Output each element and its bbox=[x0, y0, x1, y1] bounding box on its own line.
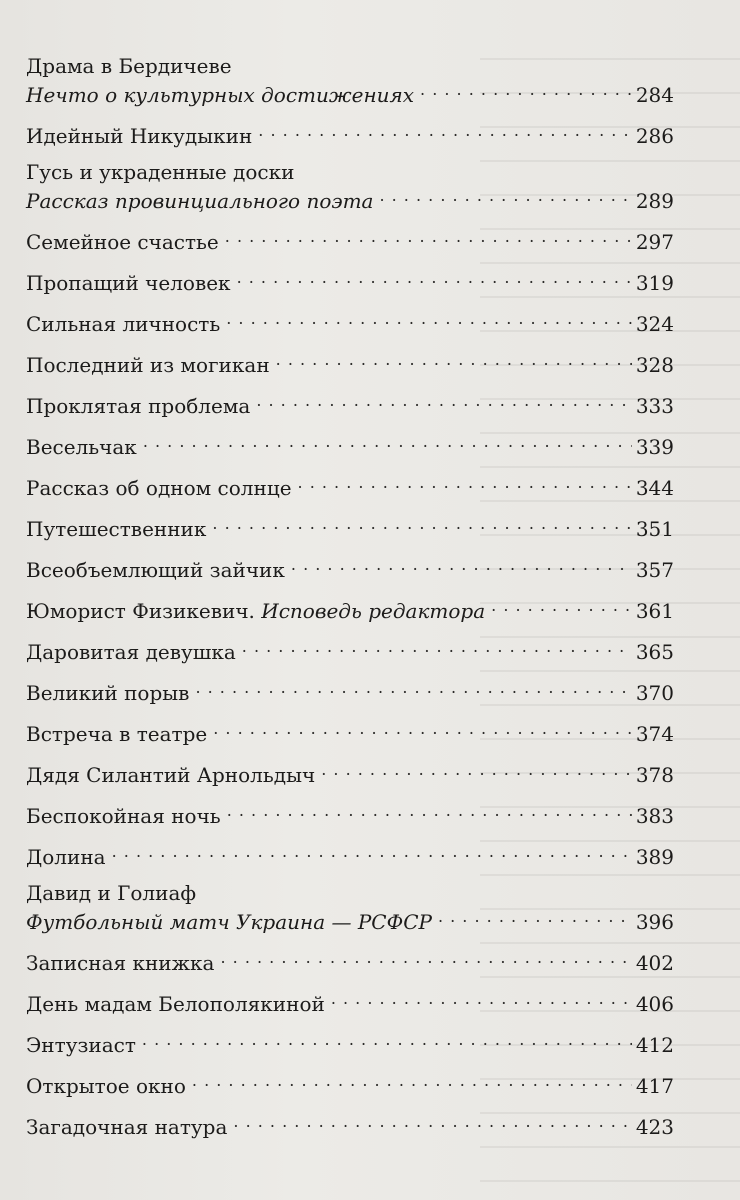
toc-entry-page: 324 bbox=[635, 312, 674, 336]
toc-entry-row bbox=[26, 512, 674, 541]
toc-entry-title: Путешественник bbox=[26, 517, 207, 541]
leader-dots bbox=[227, 799, 632, 823]
toc-entry bbox=[26, 471, 674, 500]
toc-entry-title: Беспокойная ночь bbox=[26, 804, 221, 828]
toc-entry-subtitle: Нечто о культурных достижениях bbox=[26, 83, 415, 107]
leader-dots bbox=[142, 1028, 632, 1052]
leader-dots bbox=[237, 266, 632, 290]
toc-entry-title-group bbox=[26, 599, 485, 623]
leader-dots bbox=[258, 119, 632, 143]
toc-entry bbox=[26, 225, 674, 254]
toc-entry-title: День мадам Белополякиной bbox=[26, 992, 325, 1016]
toc-entry bbox=[26, 1069, 674, 1098]
toc-entry-title: Рассказ об одном солнце bbox=[26, 476, 292, 500]
toc-entry bbox=[26, 1028, 674, 1057]
toc-entry-page: 284 bbox=[635, 83, 674, 107]
toc-entry-title: Даровитая девушка bbox=[26, 640, 236, 664]
toc-entry bbox=[26, 307, 674, 336]
toc-entry-title: Долина bbox=[26, 845, 106, 869]
toc-entry-page: 328 bbox=[635, 353, 674, 377]
toc-entry-row bbox=[26, 840, 674, 869]
toc-entry-title: Юморист Физикевич. bbox=[26, 599, 255, 623]
leader-dots bbox=[256, 389, 632, 413]
toc-entry-page: 361 bbox=[635, 599, 674, 623]
leader-dots bbox=[291, 553, 632, 577]
toc-entry bbox=[26, 512, 674, 541]
toc-entry-title: Энтузиаст bbox=[26, 1033, 136, 1057]
toc-entry-row bbox=[26, 594, 674, 623]
toc-entry-row bbox=[26, 635, 674, 664]
toc-entry-row bbox=[26, 1110, 674, 1139]
toc-entry bbox=[26, 717, 674, 746]
toc-entry-title: Гусь и украденные доски bbox=[26, 160, 295, 184]
toc-entry-row bbox=[26, 987, 674, 1016]
leader-dots bbox=[220, 946, 631, 970]
leader-dots bbox=[331, 987, 632, 1011]
toc-entry-title: Встреча в театре bbox=[26, 722, 208, 746]
toc-entry-page: 286 bbox=[635, 124, 674, 148]
toc-entry bbox=[26, 840, 674, 869]
toc-entry-page: 383 bbox=[635, 804, 674, 828]
toc-entry-title: Загадочная натура bbox=[26, 1115, 228, 1139]
toc-entry bbox=[26, 348, 674, 377]
leader-dots bbox=[420, 78, 632, 102]
toc-entry-row bbox=[26, 717, 674, 746]
toc-entry-page: 319 bbox=[635, 271, 674, 295]
toc-entry-page: 370 bbox=[635, 681, 674, 705]
toc-entry bbox=[26, 881, 674, 934]
leader-dots bbox=[213, 717, 632, 741]
toc-entry-title: Записная книжка bbox=[26, 951, 215, 975]
toc-entry-page: 417 bbox=[635, 1074, 674, 1098]
toc-entry-row bbox=[26, 1028, 674, 1057]
toc-entry bbox=[26, 594, 674, 623]
leader-dots bbox=[321, 758, 632, 782]
toc-entry-row bbox=[26, 225, 674, 254]
leader-dots bbox=[226, 307, 632, 331]
toc-entry-page: 344 bbox=[635, 476, 674, 500]
toc-entry bbox=[26, 430, 674, 459]
leader-dots bbox=[195, 676, 631, 700]
leader-dots bbox=[438, 905, 632, 929]
toc-entry-row bbox=[26, 1069, 674, 1098]
toc-entry-title: Весельчак bbox=[26, 435, 137, 459]
leader-dots bbox=[379, 184, 631, 208]
toc-entry-page: 297 bbox=[635, 230, 674, 254]
toc-entry-page: 357 bbox=[635, 558, 674, 582]
toc-entry-page: 406 bbox=[635, 992, 674, 1016]
toc-entry bbox=[26, 1110, 674, 1139]
toc-entry-page: 402 bbox=[635, 951, 674, 975]
leader-dots bbox=[112, 840, 632, 864]
toc-entry-title: Давид и Голиаф bbox=[26, 881, 197, 905]
toc-entry bbox=[26, 987, 674, 1016]
leader-dots bbox=[233, 1110, 631, 1134]
toc-entry bbox=[26, 758, 674, 787]
toc-entry bbox=[26, 635, 674, 664]
toc-entry-title: Великий порыв bbox=[26, 681, 190, 705]
toc-entry-title: Дядя Силантий Арнольдыч bbox=[26, 763, 316, 787]
toc-entry-row bbox=[26, 307, 674, 336]
leader-dots bbox=[276, 348, 632, 372]
toc-entry-subtitle: Исповедь редактора bbox=[261, 599, 486, 623]
toc-entry-title: Всеобъемлющий зайчик bbox=[26, 558, 285, 582]
toc-entry-row bbox=[26, 184, 674, 213]
toc-entry-title: Проклятая проблема bbox=[26, 394, 251, 418]
leader-dots bbox=[242, 635, 632, 659]
toc-entry bbox=[26, 389, 674, 418]
toc-entry-title: Последний из могикан bbox=[26, 353, 270, 377]
toc-entry-page: 389 bbox=[635, 845, 674, 869]
toc-entry-subtitle: Рассказ провинциального поэта bbox=[26, 189, 374, 213]
leader-dots bbox=[298, 471, 632, 495]
toc-entry-page: 351 bbox=[635, 517, 674, 541]
toc-entry-row bbox=[26, 430, 674, 459]
toc-entry-row bbox=[26, 946, 674, 975]
toc-entry-page: 333 bbox=[635, 394, 674, 418]
toc-entry bbox=[26, 946, 674, 975]
toc-entry-row bbox=[26, 553, 674, 582]
toc-entry-row bbox=[26, 266, 674, 295]
toc-entry-row bbox=[26, 799, 674, 828]
toc-entry-page: 374 bbox=[635, 722, 674, 746]
toc-entry-title: Драма в Бердичеве bbox=[26, 54, 232, 78]
toc-entry-page: 378 bbox=[635, 763, 674, 787]
toc-entry-title: Сильная личность bbox=[26, 312, 221, 336]
toc-entry-row bbox=[26, 676, 674, 705]
toc-entry bbox=[26, 119, 674, 148]
leader-dots bbox=[192, 1069, 632, 1093]
toc-entry-title: Семейное счастье bbox=[26, 230, 219, 254]
toc-entry-subtitle: Футбольный матч Украина — РСФСР bbox=[26, 910, 432, 934]
leader-dots bbox=[212, 512, 631, 536]
toc-entry-page: 423 bbox=[635, 1115, 674, 1139]
toc-entry-title: Идейный Никудыкин bbox=[26, 124, 253, 148]
toc-entry-row bbox=[26, 389, 674, 418]
toc-entry-row bbox=[26, 905, 674, 934]
toc-entry-page: 339 bbox=[635, 435, 674, 459]
toc-entry bbox=[26, 553, 674, 582]
toc-entry bbox=[26, 799, 674, 828]
toc-entry bbox=[26, 266, 674, 295]
toc-entry-row bbox=[26, 758, 674, 787]
toc-entry-page: 365 bbox=[635, 640, 674, 664]
toc-entry-title: Открытое окно bbox=[26, 1074, 186, 1098]
toc-entry bbox=[26, 54, 674, 107]
toc-entry bbox=[26, 676, 674, 705]
leader-dots bbox=[143, 430, 632, 454]
table-of-contents bbox=[26, 54, 674, 1151]
leader-dots bbox=[225, 225, 632, 249]
toc-entry-page: 289 bbox=[635, 189, 674, 213]
toc-entry-title: Пропащий человек bbox=[26, 271, 231, 295]
leader-dots bbox=[491, 594, 632, 618]
toc-entry-page: 412 bbox=[635, 1033, 674, 1057]
toc-entry bbox=[26, 160, 674, 213]
toc-entry-page: 396 bbox=[635, 910, 674, 934]
toc-entry-row bbox=[26, 119, 674, 148]
toc-entry-row bbox=[26, 471, 674, 500]
toc-entry-row bbox=[26, 348, 674, 377]
toc-entry-row bbox=[26, 78, 674, 107]
